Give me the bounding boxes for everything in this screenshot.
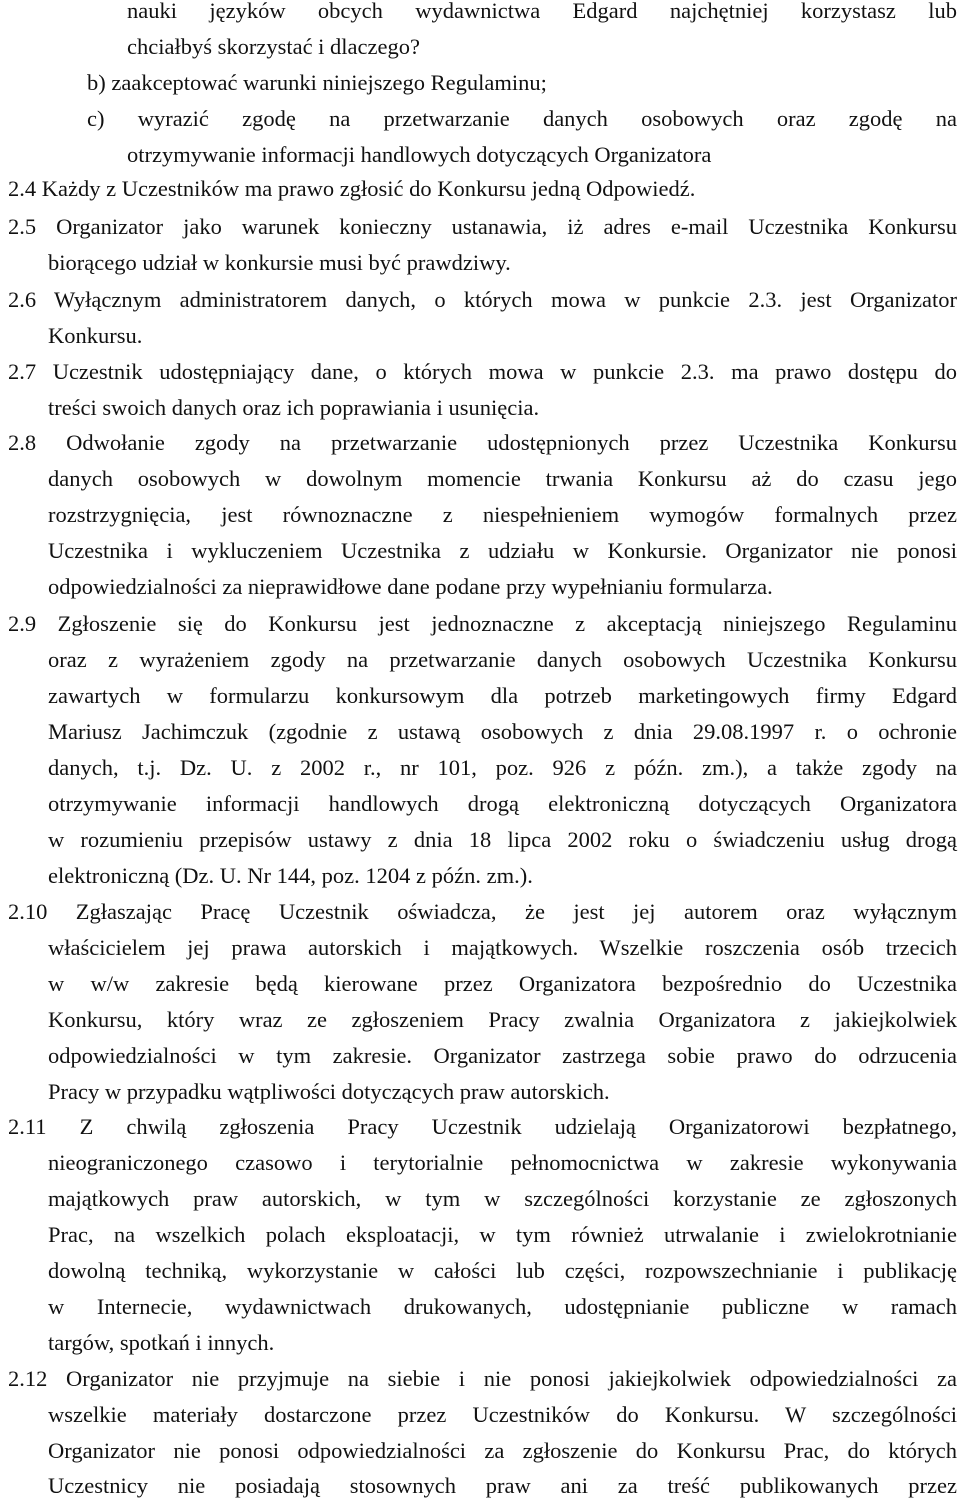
text-line: Prac, na wszelkich polach eksploatacji, w tym również utrwalanie i zwielokrotnianie [48, 1222, 957, 1247]
list-item-c: c) wyrazić zgodę na przetwarzanie danych osobowych oraz zgodę na [87, 106, 957, 131]
text-line: Uczestnicy nie posiadają stosownych praw ani za treść publikowanych przez [48, 1473, 957, 1498]
section-2-4: 2.4 Każdy z Uczestników ma prawo zgłosić do Konkursu jedną Odpowiedź. [8, 176, 696, 201]
text-line: w Internecie, wydawnictwach drukowanych, udostępnianie publiczne w ramach [48, 1294, 957, 1319]
text-line: Konkursu, który wraz ze zgłoszeniem Pracy zwalnia Organizatora z jakiejkolwiek [48, 1007, 957, 1032]
text-line: odpowiedzialności za nieprawidłowe dane podane przy wypełnianiu formularza. [48, 574, 773, 599]
section-2-7: 2.7 Uczestnik udostępniający dane, o których mowa w punkcie 2.3. ma prawo dostępu do [8, 359, 957, 384]
text-line: oraz z wyrażeniem zgody na przetwarzanie danych osobowych Uczestnika Konkursu [48, 647, 957, 672]
section-2-5: 2.5 Organizator jako warunek konieczny ustanawia, iż adres e-mail Uczestnika Konkursu [8, 214, 957, 239]
text-line: chciałbyś skorzystać i dlaczego? [127, 34, 420, 59]
text-line: danych, t.j. Dz. U. z 2002 r., nr 101, poz. 926 z późn. zm.), a także zgody na [48, 755, 957, 780]
text-line: danych osobowych w dowolnym momencie trwania Konkursu aż do czasu jego [48, 466, 957, 491]
text-line: rozstrzygnięcia, jest równoznaczne z niespełnieniem wymogów formalnych przez [48, 502, 957, 527]
section-2-12: 2.12 Organizator nie przyjmuje na siebie i nie ponosi jakiejkolwiek odpowiedzialności za [8, 1366, 957, 1391]
text-line: wszelkie materiały dostarczone przez Uczestników do Konkursu. W szczególności [48, 1402, 957, 1427]
section-2-11: 2.11 Z chwilą zgłoszenia Pracy Uczestnik udzielają Organizatorowi bezpłatnego, [8, 1114, 957, 1139]
text-line: otrzymywanie informacji handlowych dotyczących Organizatora [127, 142, 712, 167]
text-line: nieograniczonego czasowo i terytorialnie pełnomocnictwa w zakresie wykonywania [48, 1150, 957, 1175]
text-line: majątkowych praw autorskich, w tym w szczególności korzystanie ze zgłoszonych [48, 1186, 957, 1211]
section-2-6: 2.6 Wyłącznym administratorem danych, o których mowa w punkcie 2.3. jest Organizator [8, 287, 957, 312]
text-line: otrzymywanie informacji handlowych drogą elektroniczną dotyczących Organizatora [48, 791, 957, 816]
text-line: elektroniczną (Dz. U. Nr 144, poz. 1204 z późn. zm.). [48, 863, 533, 888]
list-item-b: b) zaakceptować warunki niniejszego Regulaminu; [87, 70, 547, 95]
text-line: odpowiedzialności w tym zakresie. Organizator zastrzega sobie prawo do odrzucenia [48, 1043, 957, 1068]
section-2-9: 2.9 Zgłoszenie się do Konkursu jest jednoznaczne z akceptacją niniejszego Regulaminu [8, 611, 957, 636]
text-line: nauki języków obcych wydawnictwa Edgard najchętniej korzystasz lub [127, 0, 957, 23]
text-line: treści swoich danych oraz ich poprawiania i usunięcia. [48, 395, 540, 420]
text-line: Organizator nie ponosi odpowiedzialności za zgłoszenie do Konkursu Prac, do których [48, 1438, 957, 1463]
text-line: Pracy w przypadku wątpliwości dotyczących praw autorskich. [48, 1079, 610, 1104]
text-line: biorącego udział w konkursie musi być prawdziwy. [48, 250, 511, 275]
text-line: Konkursu. [48, 323, 143, 348]
text-line: zawartych w formularzu konkursowym dla potrzeb marketingowych firmy Edgard [48, 683, 957, 708]
text-line: Mariusz Jachimczuk (zgodnie z ustawą osobowych z dnia 29.08.1997 r. o ochronie [48, 719, 957, 744]
text-line: targów, spotkań i innych. [48, 1330, 275, 1355]
text-line: dowolną techniką, wykorzystanie w całości lub części, rozpowszechnianie i publikację [48, 1258, 957, 1283]
text-line: właścicielem jej prawa autorskich i majątkowych. Wszelkie roszczenia osób trzecich [48, 935, 957, 960]
text-line: Uczestnika i wykluczeniem Uczestnika z udziału w Konkursie. Organizator nie ponosi [48, 538, 957, 563]
section-2-8: 2.8 Odwołanie zgody na przetwarzanie udostępnionych przez Uczestnika Konkursu [8, 430, 957, 455]
text-line: w w/w zakresie będą kierowane przez Organizatora bezpośrednio do Uczestnika [48, 971, 957, 996]
section-2-10: 2.10 Zgłaszając Pracę Uczestnik oświadcza, że jest jej autorem oraz wyłącznym [8, 899, 957, 924]
text-line: w rozumieniu przepisów ustawy z dnia 18 lipca 2002 roku o świadczeniu usług drogą [48, 827, 957, 852]
